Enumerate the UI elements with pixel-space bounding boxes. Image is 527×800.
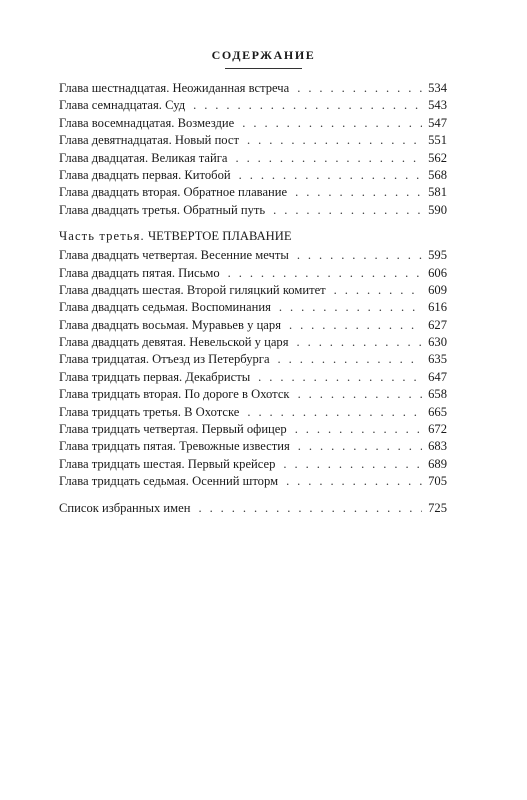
dot-leader (239, 167, 422, 184)
toc-entry-page: 689 (428, 456, 447, 471)
toc-section-2 (59, 247, 447, 490)
toc-entry-label: Глава девятнадцатая. Новый пост (59, 133, 240, 148)
toc-entry-page: 627 (428, 317, 447, 332)
toc-entry-page: 590 (428, 202, 447, 217)
dot-leader (297, 334, 423, 351)
toc-entry (59, 265, 447, 282)
toc-section-1 (59, 80, 447, 219)
toc-entry-page: 581 (428, 185, 447, 200)
toc-entry (59, 97, 447, 114)
dot-leader (295, 184, 422, 201)
toc-entry (59, 299, 447, 316)
toc-entry-label: Глава двадцать четвертая. Весенние мечты (59, 248, 289, 263)
toc-entry (59, 456, 447, 473)
toc-entry-page: 672 (428, 422, 447, 437)
toc-entry (59, 317, 447, 334)
dot-leader (283, 456, 422, 473)
toc-entry (59, 369, 447, 386)
toc-entry (59, 80, 447, 97)
dot-leader (247, 404, 422, 421)
toc-entry (59, 421, 447, 438)
dot-leader (295, 421, 422, 438)
toc-entry (59, 150, 447, 167)
toc-entry-page: 562 (428, 150, 447, 165)
toc-entry (59, 132, 447, 149)
dot-leader (193, 97, 422, 114)
part-heading (59, 227, 447, 245)
toc-entry-page: 534 (428, 81, 447, 95)
toc-entry-label: Глава двадцать третья. Обратный путь (59, 202, 266, 217)
toc-entry-page: 725 (428, 500, 447, 515)
toc-entry (59, 351, 447, 368)
toc-entry-page: 647 (428, 369, 447, 384)
toc-entry (59, 404, 447, 421)
title-underline (225, 68, 302, 69)
dot-leader (258, 369, 422, 386)
toc-entry-page: 606 (428, 265, 447, 280)
page-title: СОДЕРЖАНИЕ (211, 48, 316, 62)
dot-leader (297, 80, 422, 97)
toc-entry (59, 167, 447, 184)
toc-entry-label: Глава шестнадцатая. Неожиданная встреча (59, 81, 290, 95)
toc-entry (59, 473, 447, 490)
toc-entry (59, 438, 447, 455)
toc-entry-label: Глава двадцать девятая. Невельской у царя (59, 335, 289, 350)
toc-entry-page: 616 (428, 300, 447, 315)
dot-leader (279, 299, 422, 316)
toc-entry-label: Глава тридцать шестая. Первый крейсер (59, 456, 276, 471)
dot-leader (235, 150, 422, 167)
toc-entry-page: 635 (428, 352, 447, 367)
toc-entry-page: 551 (428, 133, 447, 148)
dot-leader (247, 132, 422, 149)
toc-entry (59, 115, 447, 132)
toc-entry-page: 547 (428, 115, 447, 130)
dot-leader (298, 386, 423, 403)
toc-entry (59, 184, 447, 201)
toc-appendix (59, 500, 447, 517)
toc-entry (59, 386, 447, 403)
dot-leader (228, 265, 422, 282)
toc-entry-label: Глава тридцать пятая. Тревожные известия (59, 439, 290, 454)
toc-entry-page: 609 (428, 282, 447, 297)
dot-leader (198, 500, 422, 517)
toc-entry-label: Глава двадцать вторая. Обратное плавание (59, 185, 288, 200)
toc-entry-label: Глава тридцать первая. Декабристы (59, 369, 251, 384)
dot-leader (242, 115, 422, 132)
toc-entry-label: Глава тридцать третья. В Охотске (59, 404, 240, 419)
toc-entry-page: 568 (428, 167, 447, 182)
toc-entry-label: Глава двадцать шестая. Второй гиляцкий комитет (59, 282, 326, 297)
toc-entry-label: Глава тридцать четвертая. Первый офицер (59, 422, 287, 437)
toc-entry-page: 595 (428, 248, 447, 263)
toc-entry-page: 705 (428, 474, 447, 489)
toc-entry (59, 282, 447, 299)
toc-entry (59, 247, 447, 264)
toc-entry-label: Глава восемнадцатая. Возмездие (59, 115, 235, 130)
part-label: Часть третья. (59, 229, 145, 244)
toc-entry (59, 334, 447, 351)
toc-entry-label: Глава тридцатая. Отъезд из Петербурга (59, 352, 270, 367)
table-of-contents (59, 80, 447, 517)
dot-leader (286, 473, 422, 490)
toc-entry-label: Глава двадцать восьмая. Муравьев у царя (59, 317, 281, 332)
toc-entry-page: 665 (428, 404, 447, 419)
toc-entry-label: Глава тридцать седьмая. Осенний шторм (59, 474, 279, 489)
dot-leader (334, 282, 422, 299)
dot-leader (298, 438, 422, 455)
toc-entry-label: Список избранных имен (59, 500, 191, 515)
toc-entry-page: 543 (428, 98, 447, 113)
dot-leader (289, 317, 422, 334)
toc-entry-label: Глава двадцать седьмая. Воспоминания (59, 300, 271, 315)
dot-leader (273, 202, 422, 219)
toc-entry-label: Глава семнадцатая. Суд (59, 98, 186, 113)
toc-entry-label: Глава двадцатая. Великая тайга (59, 150, 228, 165)
toc-entry-label: Глава двадцать первая. Китобой (59, 167, 231, 182)
toc-entry-page: 630 (428, 335, 447, 350)
toc-entry-page: 683 (428, 439, 447, 454)
toc-entry-label: Глава двадцать пятая. Письмо (59, 265, 220, 280)
toc-entry-label: Глава тридцать вторая. По дороге в Охотск (59, 387, 290, 402)
toc-entry (59, 202, 447, 219)
dot-leader (278, 351, 423, 368)
section-gap (59, 491, 447, 500)
toc-entry (59, 500, 447, 517)
toc-entry-page: 658 (428, 387, 447, 402)
part-title: ЧЕТВЕРТОЕ ПЛАВАНИЕ (147, 229, 292, 244)
dot-leader (297, 247, 422, 264)
